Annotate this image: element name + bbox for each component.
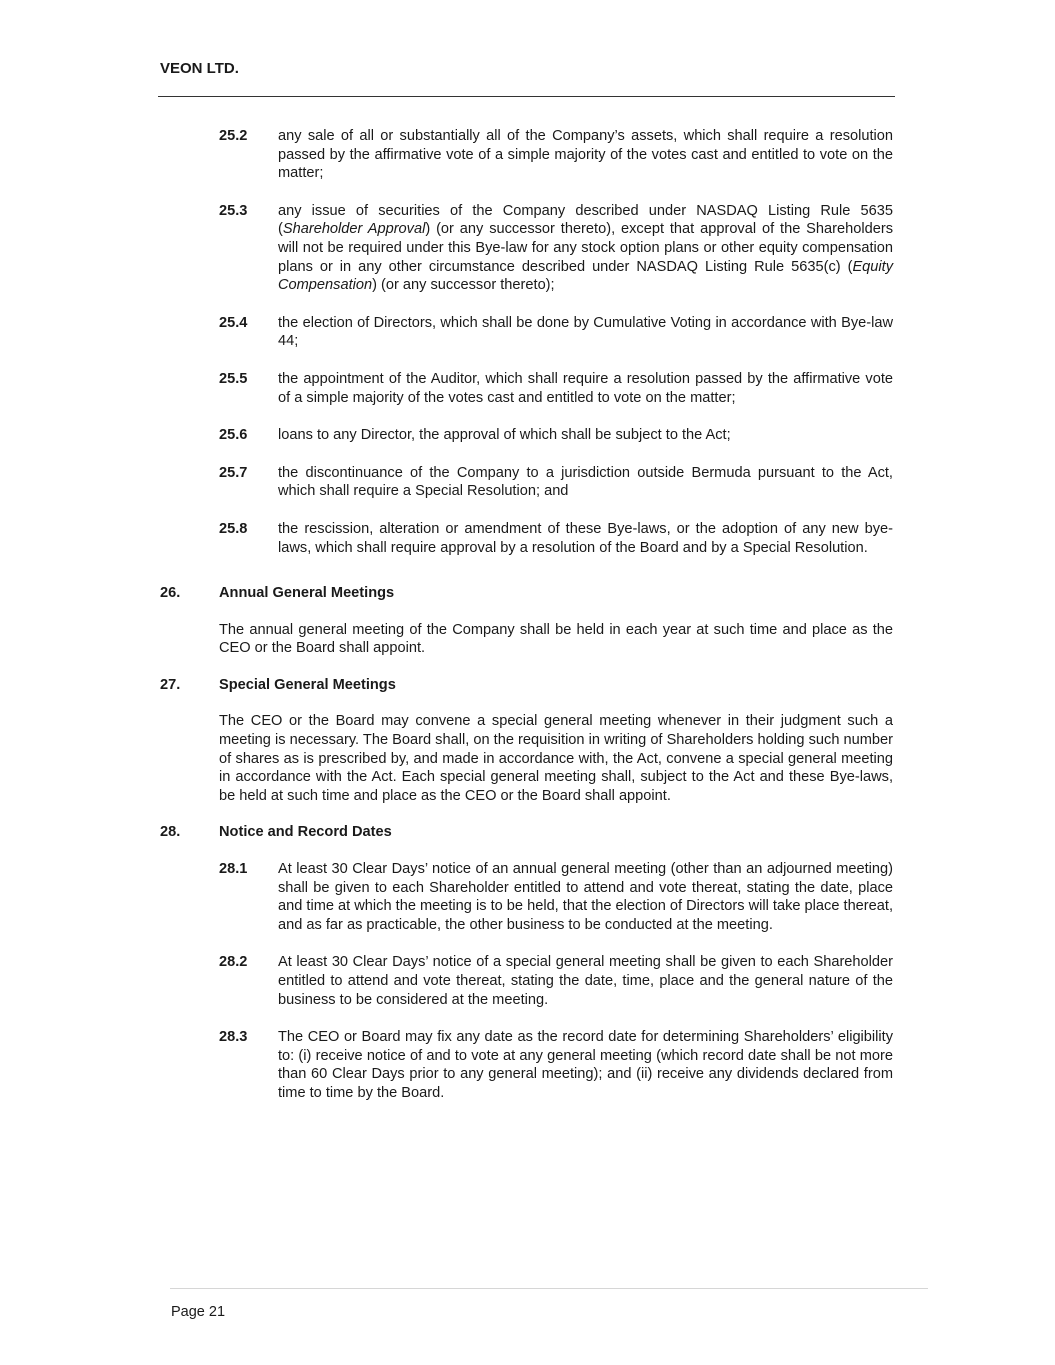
clause-number: 25.2 bbox=[219, 128, 248, 144]
section-title: Notice and Record Dates bbox=[219, 824, 392, 841]
clause-25-3 bbox=[160, 202, 893, 295]
clause-25-2 bbox=[160, 127, 893, 183]
clause-text: At least 30 Clear Days’ notice of a special general meeting shall be given to each Shareholder entitled to attend and vote thereat, stating the date, time, place and the general nature of the business to be considered at the meeting. bbox=[278, 954, 893, 1008]
clause-25-5 bbox=[160, 370, 893, 407]
section-number: 26. bbox=[160, 585, 181, 602]
clause-number: 28.1 bbox=[219, 861, 248, 878]
section-number: 27. bbox=[160, 676, 181, 693]
clause-25-6 bbox=[160, 426, 893, 445]
clause-number: 25.5 bbox=[219, 370, 248, 387]
clause-number: 25.6 bbox=[219, 427, 248, 444]
clause-28-1 bbox=[160, 860, 893, 934]
header-divider bbox=[158, 96, 895, 97]
clause-number: 25.7 bbox=[219, 464, 248, 481]
clause-25-7 bbox=[160, 464, 893, 501]
section-27-body: The CEO or the Board may convene a special general meeting whenever in their judgment such a meeting is necessary. The Board shall, on the requisition in writing of Shareholders holding such number of shares as is prescribed by, and made in accordance with, the Act, convene a special general meeting in accordance with the Act. Each special general meeting shall, subject to the Act and these Bye-laws, be held at such time and place as the CEO or the Board shall appoint. bbox=[219, 713, 893, 804]
clause-25-4 bbox=[160, 314, 893, 351]
section-title: Annual General Meetings bbox=[219, 585, 395, 602]
section-27-heading bbox=[160, 676, 893, 695]
clause-number: 28.3 bbox=[219, 1029, 248, 1046]
clause-text: any issue of securities of the Company described under NASDAQ Listing Rule 5635 (Shareholder Approval) (or any successor thereto), except that approval of the Shareholders will not be required under this Bye-law for any stock option plans or other equity compensation plans or in any other circumstance described under NASDAQ Listing Rule 5635(c) (Equity Compensation) (or any successor thereto); bbox=[278, 202, 893, 294]
clause-text: The CEO or Board may fix any date as the record date for determining Shareholders’ eligibility to: (i) receive notice of and to vote at any general meeting (which record date shall be not more than 60 Clear Days prior to any general meeting); and (ii) receive any dividends declared from time to time by the Board. bbox=[278, 1029, 893, 1101]
document-body bbox=[160, 127, 893, 1122]
clause-text: the discontinuance of the Company to a jurisdiction outside Bermuda pursuant to the Act, which shall require a Special Resolution; and bbox=[278, 464, 893, 500]
section-26-heading bbox=[160, 584, 893, 603]
clause-28-2 bbox=[160, 953, 893, 1009]
section-28-heading bbox=[160, 823, 893, 842]
clause-number: 28.2 bbox=[219, 954, 248, 971]
section-number: 28. bbox=[160, 824, 181, 841]
clause-text: At least 30 Clear Days’ notice of an annual general meeting (other than an adjourned meeting) shall be given to each Shareholder entitled to attend and vote thereat, stating the date, place and time at which the meeting is to be held, that the election of Directors will take place thereat, and as far as practicable, the other business to be conducted at the meeting. bbox=[278, 861, 893, 933]
clause-28-3 bbox=[160, 1028, 893, 1102]
section-title: Special General Meetings bbox=[219, 676, 396, 693]
clause-text: the appointment of the Auditor, which shall require a resolution passed by the affirmative vote of a simple majority of the votes cast and entitled to vote on the matter; bbox=[278, 370, 893, 406]
footer-divider bbox=[170, 1288, 928, 1289]
clause-number: 25.8 bbox=[219, 520, 248, 537]
clause-25-8 bbox=[160, 520, 893, 557]
clause-number: 25.3 bbox=[219, 202, 248, 219]
clause-text: the election of Directors, which shall be done by Cumulative Voting in accordance with Bye-law 44; bbox=[278, 314, 893, 350]
clause-text: any sale of all or substantially all of the Company’s assets, which shall require a resolution passed by the affirmative vote of a simple majority of the votes cast and entitled to vote on the matter; bbox=[278, 128, 893, 182]
page-number: Page 21 bbox=[171, 1304, 226, 1320]
document-header-title: VEON LTD. bbox=[160, 60, 239, 77]
clause-number: 25.4 bbox=[219, 314, 248, 331]
section-26-body: The annual general meeting of the Company shall be held in each year at such time and place as the CEO or the Board shall appoint. bbox=[219, 621, 893, 657]
clause-text: loans to any Director, the approval of which shall be subject to the Act; bbox=[278, 427, 731, 444]
clause-text: the rescission, alteration or amendment of these Bye-laws, or the adoption of any new bye-laws, which shall require approval by a resolution of the Board and by a Special Resolution. bbox=[278, 520, 893, 556]
